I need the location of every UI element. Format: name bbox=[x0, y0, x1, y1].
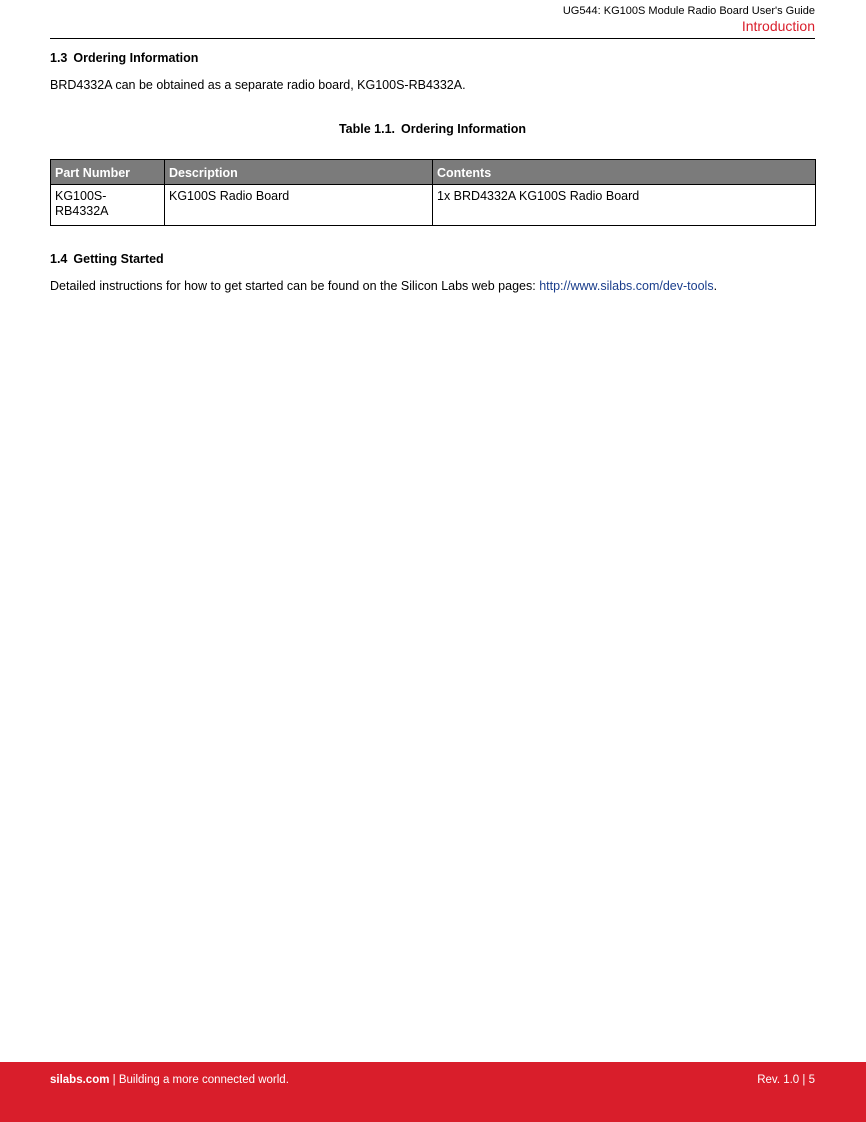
footer-tagline: Building a more connected world. bbox=[118, 1074, 289, 1086]
page-number: 5 bbox=[808, 1074, 815, 1086]
column-header-description: Description bbox=[165, 160, 433, 185]
table-row bbox=[51, 185, 816, 226]
cell-contents: 1x BRD4332A KG100S Radio Board bbox=[433, 185, 816, 226]
table-caption-title: Ordering Information bbox=[401, 122, 527, 136]
sentence-end: . bbox=[713, 279, 718, 293]
section-number: 1.3 bbox=[50, 51, 68, 65]
ordering-table bbox=[50, 159, 816, 226]
page-header bbox=[563, 4, 815, 34]
page-footer bbox=[0, 1062, 866, 1122]
section-heading-ordering-information bbox=[50, 50, 198, 66]
cell-description: KG100S Radio Board bbox=[165, 185, 433, 226]
footer-separator: | bbox=[109, 1074, 119, 1086]
table-caption bbox=[50, 121, 815, 137]
ordering-paragraph: BRD4332A can be obtained as a separate radio board, KG100S-RB4332A. bbox=[50, 78, 466, 92]
column-header-part-number: Part Number bbox=[51, 160, 165, 185]
section-number: 1.4 bbox=[50, 252, 68, 266]
footer-site-link[interactable]: silabs.com bbox=[50, 1074, 110, 1086]
section-title: Getting Started bbox=[73, 252, 164, 266]
column-header-contents: Contents bbox=[433, 160, 816, 185]
section-heading-getting-started bbox=[50, 251, 164, 267]
table-header-row bbox=[51, 160, 816, 185]
document-title: UG544: KG100S Module Radio Board User's Guide bbox=[562, 5, 815, 17]
getting-started-paragraph bbox=[50, 278, 717, 294]
footer-page-info bbox=[757, 1073, 815, 1087]
dev-tools-link[interactable]: http://www.silabs.com/dev-tools bbox=[539, 279, 714, 293]
cell-part-number bbox=[51, 185, 165, 226]
footer-branding bbox=[50, 1073, 289, 1087]
header-divider bbox=[50, 38, 815, 39]
table-caption-label: Table 1.1. bbox=[338, 122, 396, 136]
revision-label: Rev. 1.0 bbox=[757, 1074, 800, 1086]
section-title: Ordering Information bbox=[73, 51, 199, 65]
part-number-text: KG100S-RB4332A bbox=[55, 189, 109, 218]
getting-started-text: Detailed instructions for how to get started can be found on the Silicon Labs web pages: bbox=[50, 279, 540, 293]
page-separator: | bbox=[799, 1074, 809, 1086]
chapter-title: Introduction bbox=[741, 18, 815, 34]
